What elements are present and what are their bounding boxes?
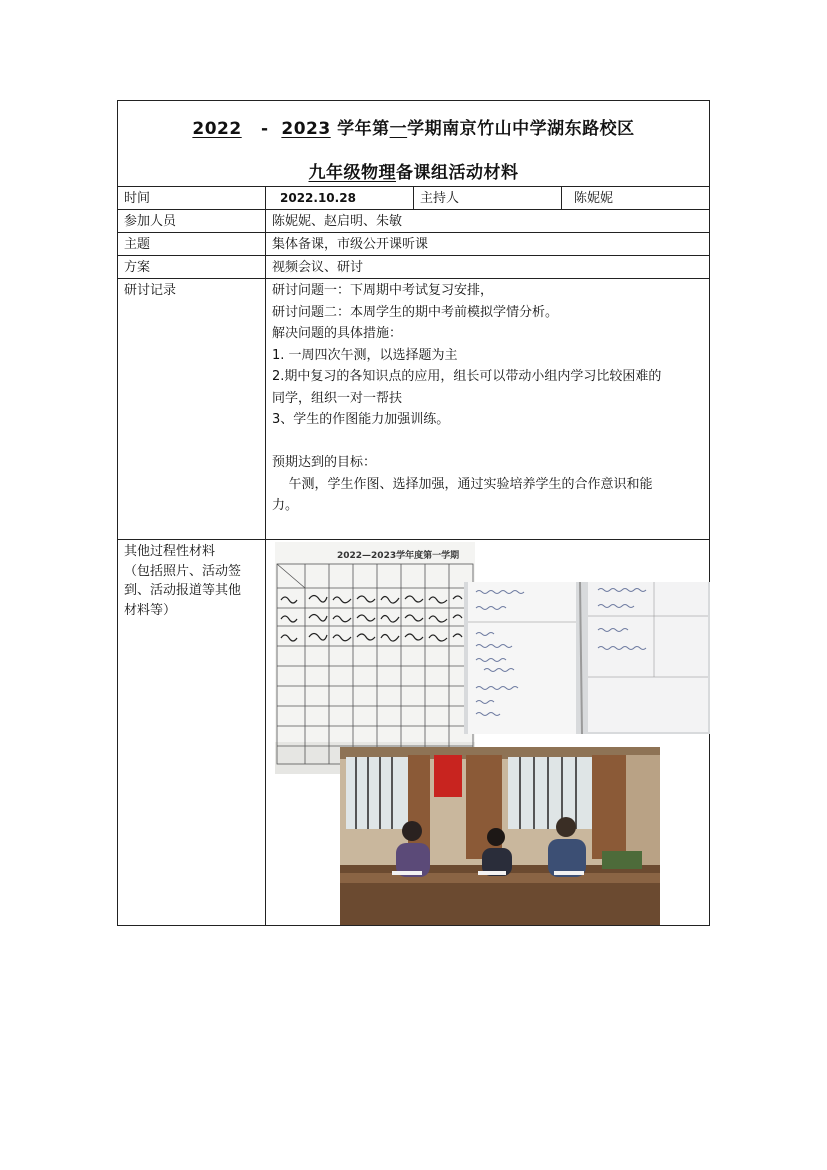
other-label-line: 其他过程性材料	[124, 544, 216, 559]
record-line: 午测，学生作图、选择加强，通过实验培养学生的合作意识和能	[272, 476, 653, 492]
plan-value: 视频会议、研讨	[272, 260, 364, 275]
host-value: 陈妮妮	[574, 191, 614, 206]
plan-label: 方案	[118, 256, 266, 278]
academic-year-text: 学年第	[337, 119, 390, 139]
document-subtitle	[118, 158, 709, 183]
year-dash: -	[260, 119, 269, 139]
row-plan	[118, 256, 709, 279]
other-label-line: 材料等）	[124, 602, 177, 618]
title-block	[118, 101, 709, 187]
participants-label: 参加人员	[118, 210, 266, 232]
meeting-photo	[340, 747, 660, 925]
document-title	[118, 114, 709, 139]
record-line: 预期达到的目标：	[272, 455, 377, 470]
other-materials-label	[118, 540, 266, 925]
time-value: 2022.10.28	[266, 187, 414, 209]
record-line: 研讨问题二：本周学生的期中考前模拟学情分析。	[272, 304, 559, 320]
theme-label: 主题	[118, 233, 266, 255]
record-blank-line	[272, 431, 703, 453]
school-name: 学期南京竹山中学湖东路校区	[407, 119, 635, 139]
record-line: 解决问题的具体措施：	[272, 326, 403, 341]
meeting-image	[340, 747, 660, 925]
record-label: 研讨记录	[118, 279, 266, 539]
other-label-line: 到、活动报道等其他	[124, 583, 242, 598]
record-line: 2.期中复习的各知识点的应用，组长可以带动小组内学习比较困难的	[272, 369, 662, 384]
record-line: 力。	[272, 498, 299, 513]
activity-record-table	[117, 100, 710, 926]
row-record	[118, 279, 709, 540]
notebook-image	[464, 582, 710, 734]
subtitle-rest: 备课组活动材料	[396, 163, 519, 183]
time-label: 时间	[118, 187, 266, 209]
host-label: 主持人	[414, 187, 562, 209]
row-theme	[118, 233, 709, 256]
participants-value: 陈妮妮、赵启明、朱敏	[272, 214, 403, 229]
signin-sheet-image	[275, 542, 475, 774]
row-other-materials	[118, 540, 709, 925]
record-line: 同学，组织一对一帮扶	[272, 390, 403, 406]
theme-value: 集体备课，市级公开课听课	[272, 237, 429, 252]
notebook-photo	[464, 582, 710, 734]
record-line: 研讨问题一：下周期中考试复习安排，	[272, 283, 494, 298]
subtitle-grade-subject: 九年级物理	[308, 163, 396, 183]
semester: 一	[389, 119, 408, 139]
record-line: 1. 一周四次午测，以选择题为主	[272, 347, 458, 363]
signin-sheet-photo	[275, 542, 475, 774]
row-participants	[118, 210, 709, 233]
year-end: 2023	[281, 119, 331, 139]
record-content	[266, 279, 709, 539]
other-label-line: （包括照片、活动签	[124, 563, 242, 579]
record-line: 3、学生的作图能力加强训练。	[272, 412, 450, 427]
row-time	[118, 187, 709, 210]
other-materials-content	[266, 540, 709, 925]
year-start: 2022	[192, 119, 242, 139]
signin-sheet-title: 2022—2023学年度第一学期	[337, 551, 460, 561]
